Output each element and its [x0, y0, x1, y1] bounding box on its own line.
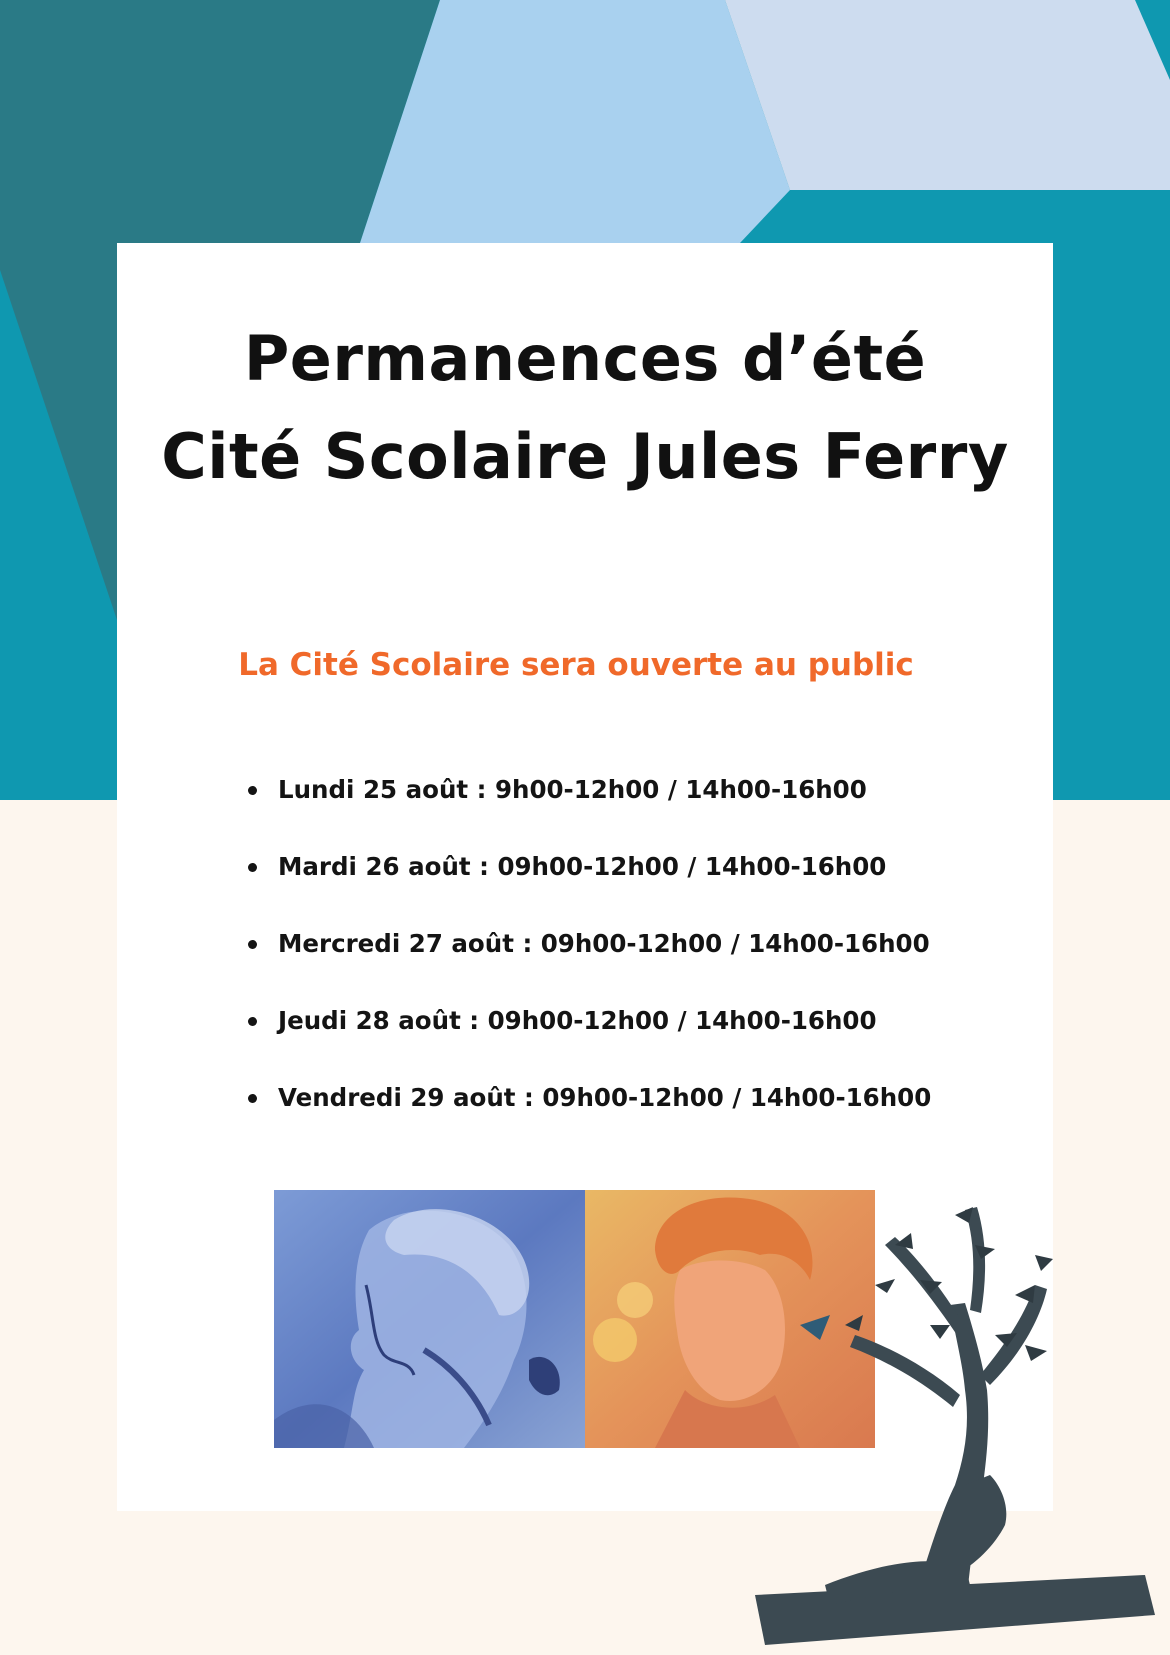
bronze-tree-statue — [725, 1185, 1165, 1655]
schedule-item — [248, 768, 931, 845]
subtitle: La Cité Scolaire sera ouverte au public — [238, 647, 914, 683]
bullet-icon — [248, 1094, 257, 1103]
bullet-icon — [248, 940, 257, 949]
schedule-item — [248, 922, 931, 999]
page-title — [0, 310, 1170, 506]
blue-portrait-painting — [274, 1190, 585, 1448]
schedule-item — [248, 999, 931, 1076]
title-line-2: Cité Scolaire Jules Ferry — [161, 420, 1009, 493]
schedule-item — [248, 845, 931, 922]
bullet-icon — [248, 1017, 257, 1026]
title-line-1: Permanences d’été — [243, 322, 927, 395]
schedule-item-text: Jeudi 28 août : 09h00-12h00 / 14h00-16h00 — [278, 1006, 877, 1035]
schedule-item-text: Mardi 26 août : 09h00-12h00 / 14h00-16h00 — [278, 852, 887, 881]
schedule-item — [248, 1076, 931, 1153]
schedule-item-text: Lundi 25 août : 9h00-12h00 / 14h00-16h00 — [278, 775, 867, 804]
bullet-icon — [248, 863, 257, 872]
schedule-item-text: Mercredi 27 août : 09h00-12h00 / 14h00-16h00 — [278, 929, 930, 958]
schedule-list — [248, 768, 931, 1153]
bullet-icon — [248, 786, 257, 795]
schedule-item-text: Vendredi 29 août : 09h00-12h00 / 14h00-16h00 — [278, 1083, 932, 1112]
